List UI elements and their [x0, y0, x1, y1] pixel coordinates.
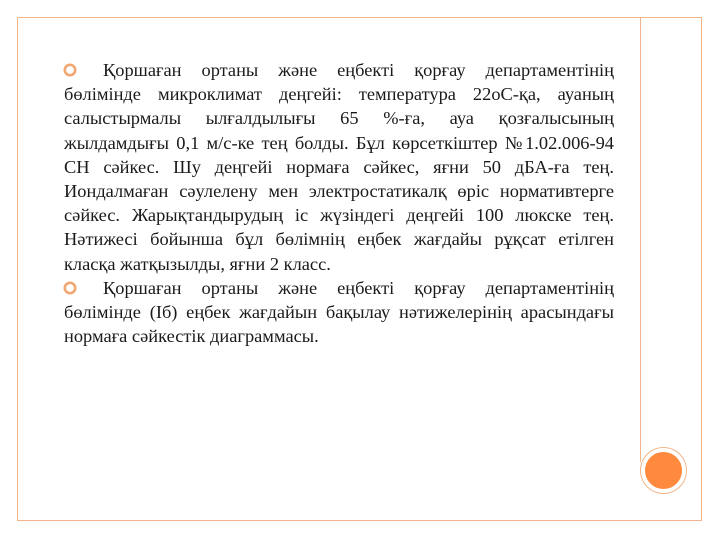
slide-content	[64, 58, 614, 348]
circle-bullet-icon	[63, 63, 77, 77]
frame-divider-line	[640, 17, 641, 462]
bullet-paragraph-2	[64, 276, 614, 349]
circle-bullet-icon	[63, 281, 77, 295]
bullet-paragraph-1	[64, 58, 614, 276]
decorative-orange-circle	[641, 448, 686, 493]
bullet-text: Қоршаған ортаны және еңбекті қорғау департаментінің бөлімінде (Іб) еңбек жағдайын бақылау нәтижелерінің арасындағы нормаға сәйкестік диаграммасы.	[64, 277, 614, 347]
bullet-text: Қоршаған ортаны және еңбекті қорғау департаментінің бөлімінде микроклимат деңгейі: температура 22oС-қа, ауаның салыстырмалы ылғалдылығы 65 %-ға, ауа қозғалысының жылдамдығы 0,1 м/с-ке тең болды. Бұл көрсеткіштер №1.02.006-94 СН сәйкес. Шу деңгейі нормаға сәйкес, яғни 50 дБА-ға тең. Иондалмаған сәулелену мен электростатикалқ өріс нормативтерге сәйкес. Жарықтандырудың іс жүзіндегі деңгейі 100 люкске тең. Нәтижесі бойынша бұл бөлімнің еңбек жағдайы рұқсат етілген класқа жатқызылды, яғни 2 класс.	[64, 60, 614, 274]
